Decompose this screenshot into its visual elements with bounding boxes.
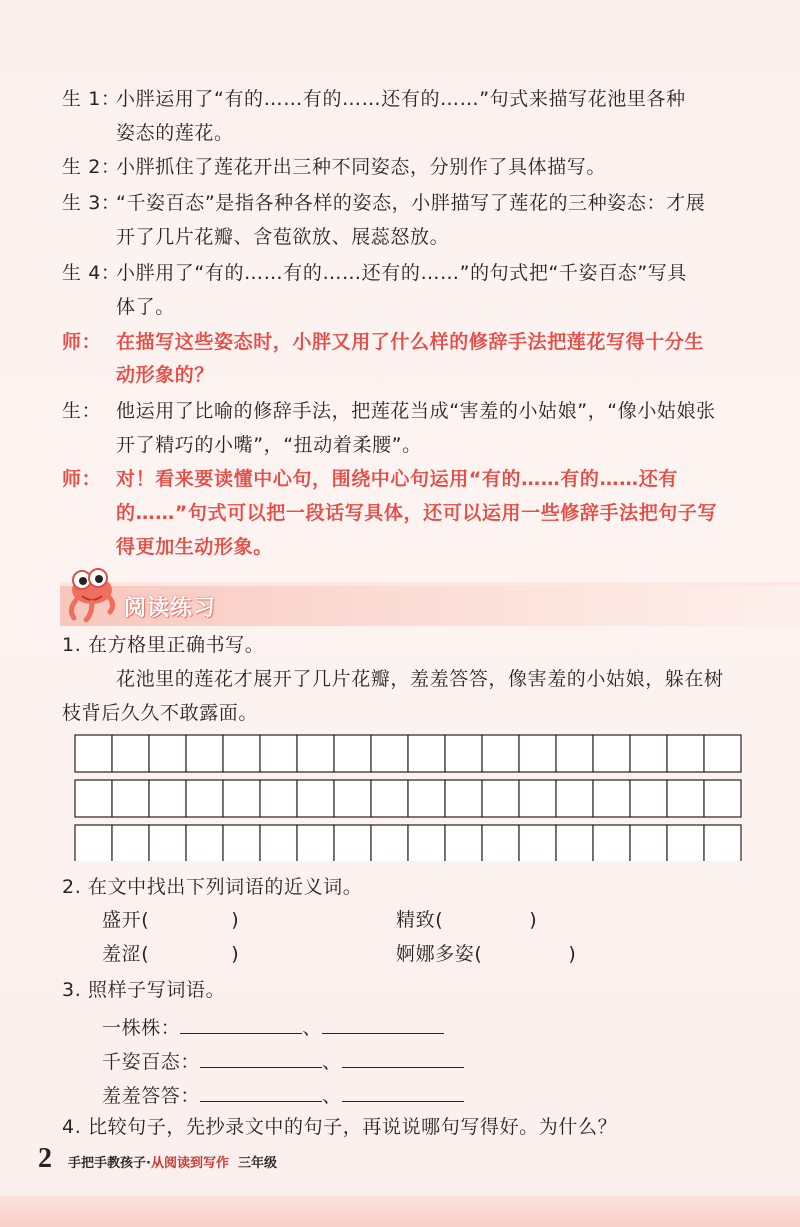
- dialogue-text: 他运用了比喻的修辞手法，把莲花当成“害羞的小姑娘”，“像小姑娘张: [116, 400, 716, 422]
- teacher-question: [62, 327, 704, 357]
- q2-word: 婀娜多姿(: [396, 943, 483, 965]
- grid-cell[interactable]: [186, 825, 223, 861]
- grid-cell[interactable]: [223, 825, 260, 861]
- grid-cell[interactable]: [297, 825, 334, 861]
- grid-cell[interactable]: [371, 825, 408, 861]
- grid-cell[interactable]: [445, 825, 482, 861]
- grid-cell[interactable]: [334, 735, 371, 772]
- grid-cell[interactable]: [667, 825, 704, 861]
- dialogue-1: [62, 84, 686, 114]
- grid-cell[interactable]: [112, 780, 149, 817]
- grid-cell[interactable]: [630, 735, 667, 772]
- grid-cell[interactable]: [556, 825, 593, 861]
- q3-word: 千姿百态：: [102, 1051, 201, 1073]
- grid-cell[interactable]: [149, 735, 186, 772]
- teacher-summary-cont: 的……”句式可以把一段话写具体，还可以运用一些修辞手法把句子写: [116, 502, 718, 524]
- answer-line[interactable]: [180, 1011, 302, 1034]
- grid-cell[interactable]: [186, 780, 223, 817]
- dialogue-5-cont: 开了精巧的小嘴”，“扭动着柔腰”。: [116, 434, 422, 456]
- q4-title: 4. 比较句子，先抄录文中的句子，再说说哪句写得好。为什么？: [62, 1116, 618, 1138]
- dialogue-3: [62, 188, 705, 218]
- close-paren: ): [231, 943, 240, 965]
- grid-cell[interactable]: [408, 825, 445, 861]
- grid-cell[interactable]: [260, 780, 297, 817]
- q2-item-4: [396, 939, 576, 969]
- separator: 、: [302, 1017, 323, 1039]
- q2-word: 羞涩(: [102, 943, 150, 965]
- grid-cell[interactable]: [112, 735, 149, 772]
- grid-cell[interactable]: [593, 825, 630, 861]
- dialogue-1-cont: 姿态的莲花。: [116, 122, 234, 144]
- q2-item-3: [102, 939, 239, 969]
- grid-cell[interactable]: [297, 780, 334, 817]
- answer-line[interactable]: [200, 1079, 322, 1102]
- grid-cell[interactable]: [408, 735, 445, 772]
- answer-line[interactable]: [322, 1011, 444, 1034]
- teacher-summary: [62, 464, 678, 494]
- speaker-label: 生 3：: [62, 192, 121, 214]
- frog-mascot-icon: [62, 560, 126, 628]
- q2-word: 精致(: [396, 909, 444, 931]
- q3-item-1: [102, 1011, 444, 1043]
- grid-cell[interactable]: [556, 780, 593, 817]
- grid-cell[interactable]: [556, 735, 593, 772]
- speaker-label: 生 1：: [62, 88, 121, 110]
- grid-cell[interactable]: [445, 780, 482, 817]
- book-title-part1: 手把手教孩子·: [68, 1156, 151, 1171]
- grid-cell[interactable]: [408, 780, 445, 817]
- teacher-question-cont: 动形象的？: [116, 364, 215, 386]
- grid-cell[interactable]: [186, 735, 223, 772]
- grid-cell[interactable]: [704, 735, 741, 772]
- speaker-label: 师：: [62, 468, 102, 490]
- teacher-summary-cont2: 得更加生动形象。: [116, 536, 273, 558]
- dialogue-4-cont: 体了。: [116, 296, 175, 318]
- grid-cell[interactable]: [149, 780, 186, 817]
- q1-title: 1. 在方格里正确书写。: [62, 634, 265, 656]
- book-title: [68, 1152, 277, 1171]
- writing-grid[interactable]: [74, 733, 744, 865]
- book-title-part2: 从阅读到写作: [150, 1156, 229, 1171]
- q1-passage-line2: 枝背后久久不敢露面。: [62, 702, 259, 724]
- dialogue-4: [62, 258, 687, 288]
- grid-cell[interactable]: [630, 825, 667, 861]
- close-paren: ): [529, 909, 538, 931]
- bottom-band: [0, 1196, 800, 1227]
- dialogue-text: 在描写这些姿态时，小胖又用了什么样的修辞手法把莲花写得十分生: [116, 331, 705, 353]
- dialogue-text: 小胖用了“有的……有的……还有的……”的句式把“千姿百态”写具: [116, 262, 687, 284]
- grid-cell[interactable]: [75, 735, 112, 772]
- grid-cell[interactable]: [482, 825, 519, 861]
- grid-cell[interactable]: [667, 780, 704, 817]
- close-paren: ): [568, 943, 577, 965]
- grid-cell[interactable]: [260, 735, 297, 772]
- answer-line[interactable]: [200, 1045, 322, 1068]
- page-number: 2: [38, 1143, 52, 1174]
- q2-word: 盛开(: [102, 909, 150, 931]
- writing-grid-svg[interactable]: [74, 733, 744, 861]
- q2-item-2: [396, 905, 537, 935]
- grid-cell[interactable]: [371, 780, 408, 817]
- banner-stripe: [60, 582, 800, 586]
- grid-cell[interactable]: [482, 780, 519, 817]
- q1-passage-line1: 花池里的莲花才展开了几片花瓣，羞羞答答，像害羞的小姑娘，躲在树: [116, 668, 724, 690]
- grid-cell[interactable]: [75, 825, 112, 861]
- dialogue-5: [62, 396, 716, 426]
- grid-cell[interactable]: [75, 780, 112, 817]
- grid-cell[interactable]: [519, 825, 556, 861]
- section-title: 阅读练习: [124, 596, 217, 621]
- q3-item-2: [102, 1045, 464, 1077]
- grid-cell[interactable]: [223, 780, 260, 817]
- dialogue-text: 小胖抓住了莲花开出三种不同姿态，分别作了具体描写。: [116, 156, 607, 178]
- q3-word: 一株株：: [102, 1017, 181, 1039]
- q3-title: 3. 照样子写词语。: [62, 979, 226, 1001]
- answer-line[interactable]: [342, 1045, 464, 1068]
- grid-cell[interactable]: [704, 825, 741, 861]
- grid-cell[interactable]: [593, 780, 630, 817]
- grid-cell[interactable]: [519, 780, 556, 817]
- grid-cell[interactable]: [112, 825, 149, 861]
- grid-cell[interactable]: [482, 735, 519, 772]
- close-paren: ): [231, 909, 240, 931]
- dialogue-text: 对！看来要读懂中心句，围绕中心句运用“有的……有的……还有: [116, 468, 678, 490]
- separator: 、: [322, 1051, 342, 1073]
- grid-cell[interactable]: [149, 825, 186, 861]
- grid-cell[interactable]: [223, 735, 260, 772]
- speaker-label: 生 2：: [62, 156, 121, 178]
- q3-word: 羞羞答答：: [102, 1085, 201, 1107]
- speaker-label: 生：: [62, 400, 102, 422]
- separator: 、: [322, 1085, 342, 1107]
- grid-cell[interactable]: [334, 825, 371, 861]
- grid-cell[interactable]: [667, 735, 704, 772]
- dialogue-2: [62, 152, 606, 182]
- q3-item-3: [102, 1079, 464, 1111]
- grid-cell[interactable]: [704, 780, 741, 817]
- grid-cell[interactable]: [630, 780, 667, 817]
- grid-cell[interactable]: [260, 825, 297, 861]
- grid-cell[interactable]: [519, 735, 556, 772]
- dialogue-3-cont: 开了几片花瓣、含苞欲放、展蕊怒放。: [116, 226, 450, 248]
- grid-cell[interactable]: [297, 735, 334, 772]
- grid-cell[interactable]: [334, 780, 371, 817]
- grid-cell[interactable]: [445, 735, 482, 772]
- dialogue-text: “千姿百态”是指各种各样的姿态，小胖描写了莲花的三种姿态：才展: [116, 192, 706, 214]
- dialogue-text: 小胖运用了“有的……有的……还有的……”句式来描写花池里各种: [116, 88, 686, 110]
- q2-title: 2. 在文中找出下列词语的近义词。: [62, 876, 363, 898]
- answer-line[interactable]: [342, 1079, 464, 1102]
- grade-label: 三年级: [238, 1156, 278, 1171]
- speaker-label: 师：: [62, 331, 102, 353]
- speaker-label: 生 4：: [62, 262, 121, 284]
- grid-cell[interactable]: [371, 735, 408, 772]
- grid-cell[interactable]: [593, 735, 630, 772]
- q2-item-1: [102, 905, 239, 935]
